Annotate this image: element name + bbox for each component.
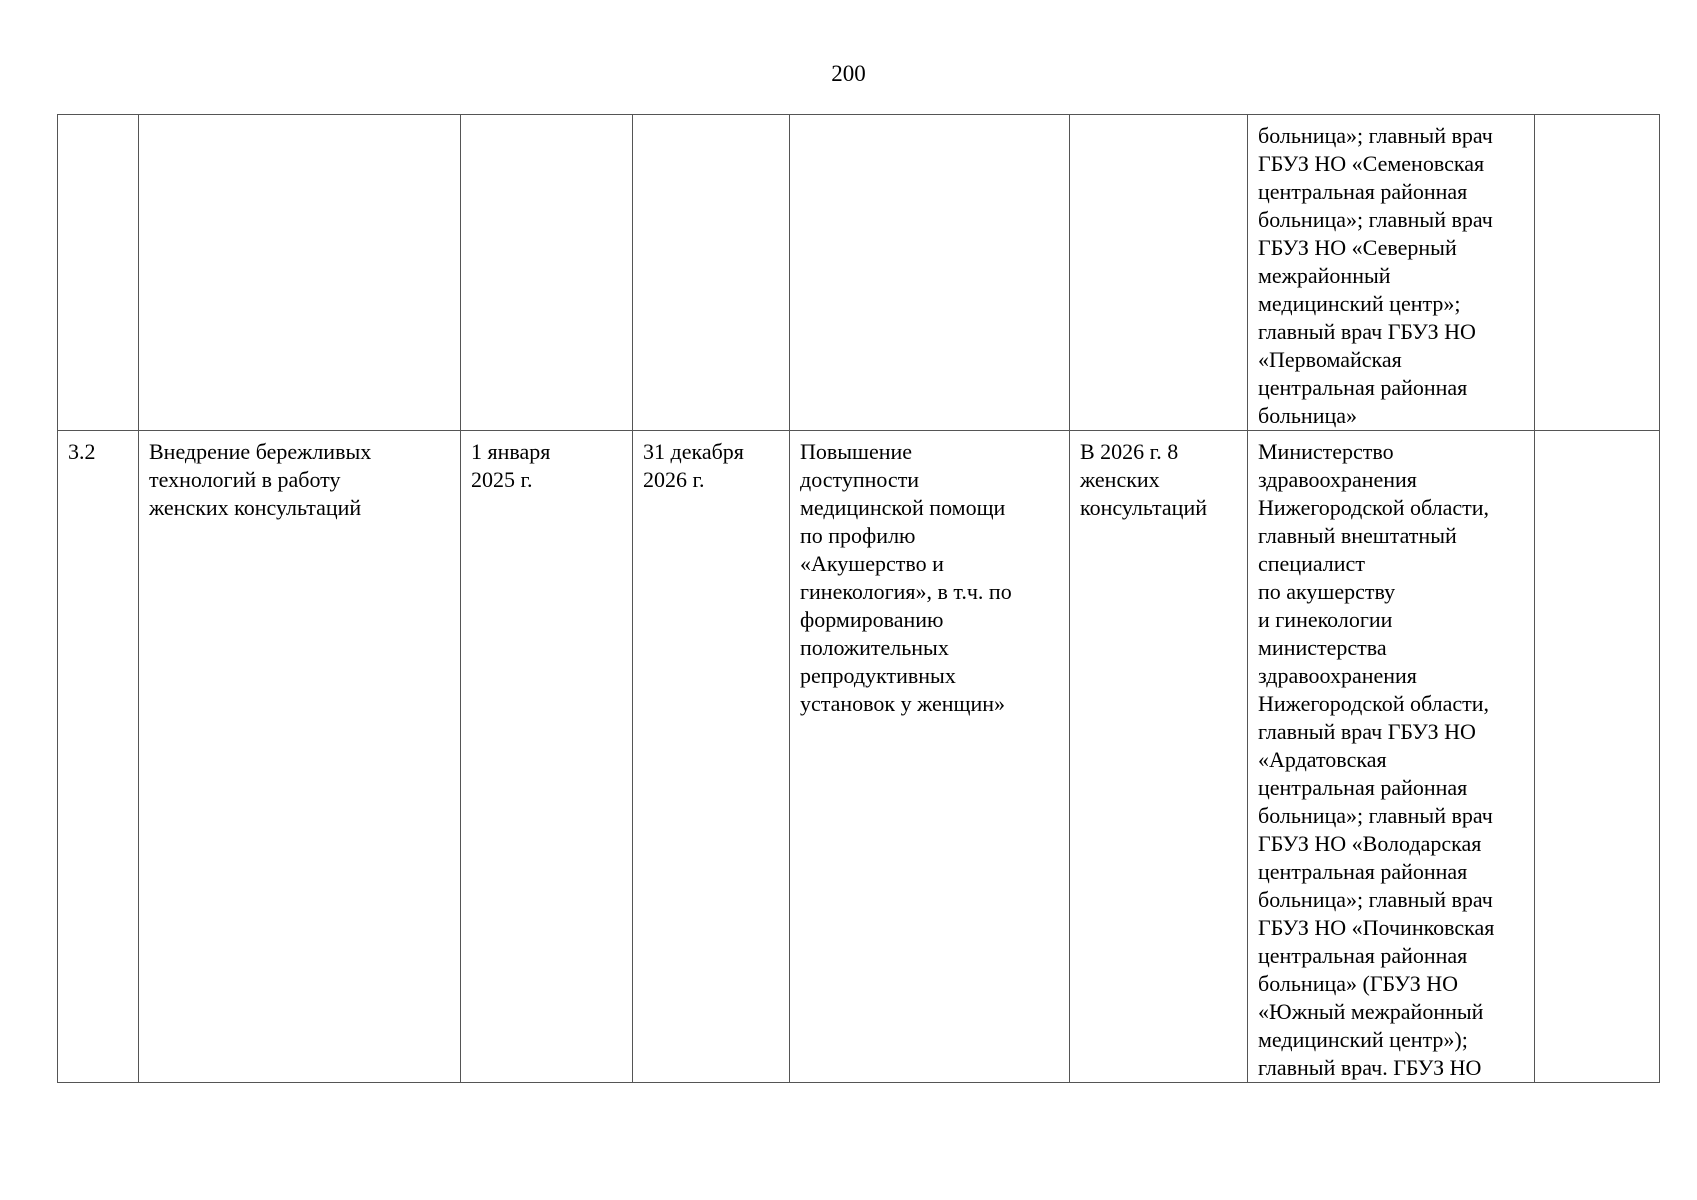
cell-end-date [633,115,790,431]
cell-text-line: Внедрение бережливых [149,439,372,464]
cell-text-line: больница» (ГБУЗ НО [1258,971,1458,996]
cell-start-date [461,115,633,431]
cell-text-line: главный внештатный [1258,523,1457,548]
cell-text-line: 2025 г. [471,467,533,492]
cell-text-line: доступности [800,467,920,492]
cell-text-line: больница»; главный врач [1258,123,1493,148]
cell-text-line: здравоохранения [1258,663,1417,688]
cell-text-line: больница»; главный врач [1258,887,1493,912]
cell-text-line: ГБУЗ НО «Починковская [1258,915,1495,940]
cell-text-line: Нижегородской области, [1258,691,1490,716]
cell-text-line: министерства [1258,635,1387,660]
cell-text-line: центральная районная [1258,943,1468,968]
cell-indicator [1070,115,1248,431]
cell-text-line: центральная районная [1258,775,1468,800]
cell-text-line: Повышение [800,439,913,464]
cell-text-line: «Южный межрайонный [1258,999,1484,1024]
table-row [58,431,1660,1083]
page-number: 200 [831,61,866,86]
cell-text-line: по профилю [800,523,916,548]
cell-text-line: центральная районная [1258,179,1468,204]
cell-text-line: 2026 г. [643,467,705,492]
cell-text-line: В 2026 г. 8 [1080,439,1179,464]
cell-text-line: центральная районная [1258,375,1468,400]
cell-text-line: женских консультаций [149,495,362,520]
cell-text-line: межрайонный [1258,263,1391,288]
cell-text-line: медицинский центр»; [1258,291,1461,316]
cell-text-line: Министерство [1258,439,1394,464]
cell-text-line: медицинский центр»); [1258,1027,1468,1052]
cell-text-line: гинекология», в т.ч. по [800,579,1012,604]
cell-text-line: главный врач. ГБУЗ НО [1258,1055,1482,1080]
cell-text-line: здравоохранения [1258,467,1417,492]
cell-number: 3.2 [58,431,139,1083]
cell-text-line: установок у женщин» [800,691,1006,716]
cell-text-line: больница» [1258,403,1357,428]
cell-end-date [633,431,790,1083]
cell-text-line: 31 декабря [643,439,744,464]
cell-text-line: специалист [1258,551,1365,576]
cell-text-line: больница»; главный врач [1258,803,1493,828]
cell-text-line: «Акушерство и [800,551,944,576]
measures-table [57,114,1660,1083]
cell-extra [1535,431,1660,1083]
cell-text-line: женских [1080,467,1160,492]
cell-text-line: 1 января [471,439,551,464]
cell-text-line: положительных [800,635,949,660]
cell-text-line: ГБУЗ НО «Северный [1258,235,1457,260]
cell-text-line: по акушерству [1258,579,1396,604]
cell-text-line: медицинской помощи [800,495,1006,520]
cell-text-line: ГБУЗ НО «Володарская [1258,831,1482,856]
cell-text-line: консультаций [1080,495,1207,520]
cell-text-line: формированию [800,607,944,632]
cell-text-line: больница»; главный врач [1258,207,1493,232]
cell-text-line: технологий в работу [149,467,341,492]
cell-text-line: и гинекологии [1258,607,1393,632]
cell-number [58,115,139,431]
cell-extra [1535,115,1660,431]
table-row [58,115,1660,431]
cell-responsible [1248,431,1535,1083]
cell-text-line: центральная районная [1258,859,1468,884]
cell-result [790,115,1070,431]
cell-text-line: Нижегородской области, [1258,495,1490,520]
cell-measure [139,115,461,431]
cell-text-line: «Первомайская [1258,347,1402,372]
cell-text-line: ГБУЗ НО «Семеновская [1258,151,1485,176]
cell-text-line: главный врач ГБУЗ НО [1258,719,1476,744]
cell-indicator [1070,431,1248,1083]
cell-result [790,431,1070,1083]
cell-text-line: репродуктивных [800,663,956,688]
cell-text-line: «Ардатовская [1258,747,1387,772]
cell-responsible [1248,115,1535,431]
cell-measure [139,431,461,1083]
cell-text-line: главный врач ГБУЗ НО [1258,319,1476,344]
cell-start-date [461,431,633,1083]
